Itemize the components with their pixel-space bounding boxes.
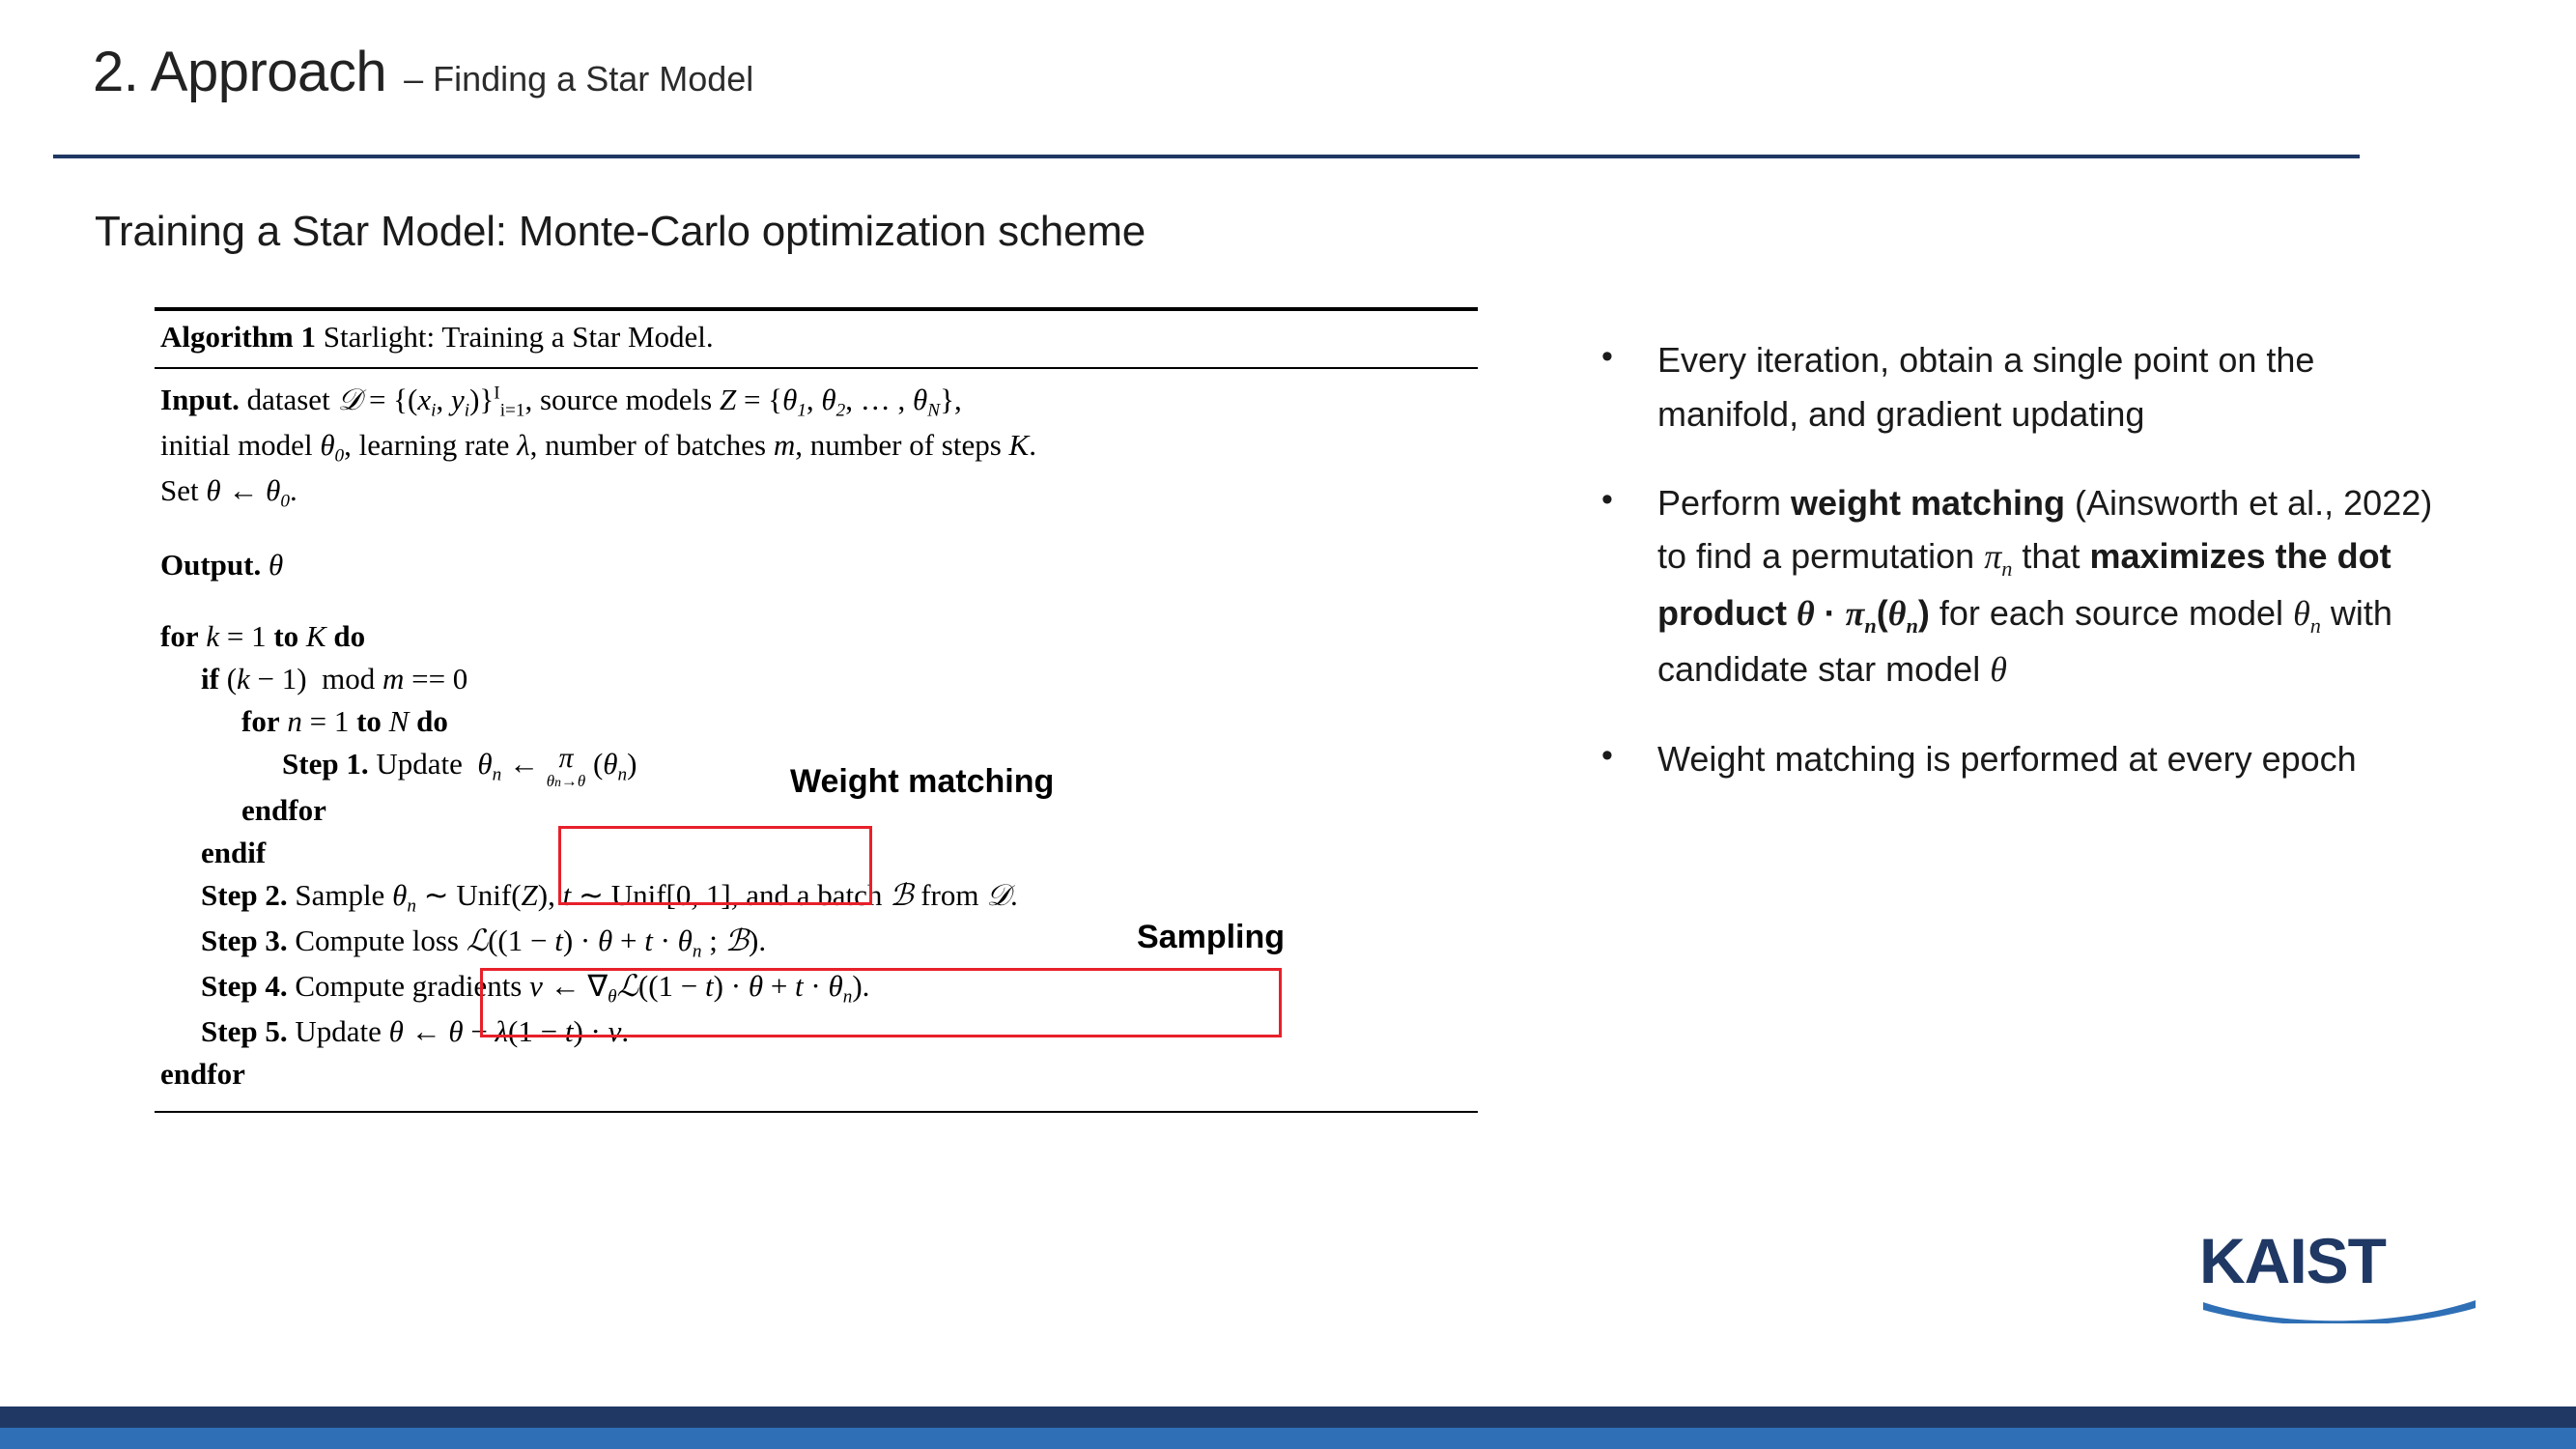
list-item: [1594, 732, 2444, 786]
bullet-segment: that: [2012, 536, 2090, 577]
algorithm-title: [155, 311, 1478, 361]
bullet-segment: Perform: [1657, 482, 1792, 523]
bullet-text: [1657, 333, 2444, 441]
bullet-segment-symbol: $\pi_n$: [1984, 537, 2013, 582]
algorithm-line-endfor-outer: endfor: [160, 1057, 245, 1092]
bullet-segment: (Ainsworth et al., 2022) to find a permutation: [1657, 482, 2433, 577]
kaist-logo: [2199, 1225, 2479, 1335]
algorithm-line-if: if (k − 1) mod m == 0: [201, 661, 468, 696]
bullet-marker: •: [1601, 480, 1613, 518]
algorithm-body: [155, 369, 1478, 1096]
bullet-segment: Weight matching is performed at every epoch: [1657, 738, 2357, 779]
algorithm-input-text: dataset 𝒟 = {($x_i$, $y_i)\}^I_{i=1}$, source models $Z = \{\theta_1$, $\theta_2$, … , $\theta_N$},: [246, 382, 962, 421]
bullet-segment: Every iteration, obtain a single point on the manifold, and gradient updating: [1657, 340, 2315, 434]
algorithm-input-label: Input.: [160, 382, 240, 416]
algorithm-line-for-k: for k = 1 to K do: [160, 618, 366, 653]
algorithm-output-block: [160, 544, 1478, 586]
bullet-list: [1594, 333, 2444, 821]
bullet-segment: for each source model: [1929, 592, 2294, 633]
algorithm-line-step3: Step 3. Compute loss ℒ((1 − $t) \cdot \theta + t \cdot \theta_n$ ; ℬ).: [201, 923, 767, 963]
algorithm-figure: [155, 307, 1478, 1113]
algorithm-line-step2: Step 2. Sample $\theta_n$ ∼ Unif(Z), t ∼ Unif[0, 1], and a batch ℬ from 𝒟.: [201, 878, 1018, 918]
page-title: 2. Approach: [93, 41, 387, 103]
annotation-label-weight-matching: Weight matching: [790, 763, 1055, 800]
bullet-marker: •: [1601, 338, 1613, 375]
algorithm-spacer-2: [160, 586, 1478, 615]
section-heading: Training a Star Model: Monte-Carlo optimization scheme: [95, 208, 1146, 255]
algorithm-spacer-1: [160, 515, 1478, 544]
footer-bar-blue: [0, 1428, 2576, 1449]
list-item: [1594, 333, 2444, 441]
slide-header: [0, 0, 2576, 164]
algorithm-line-step1: Step 1. Update $\theta_n$ ← π θn→θ $(\theta_n)$: [282, 742, 637, 791]
list-item: [1594, 476, 2444, 697]
bullet-segment-bold: weight matching: [1791, 482, 2066, 523]
algorithm-line-for-n: for n = 1 to N do: [241, 703, 448, 738]
algorithm-line-endfor-inner: endfor: [241, 793, 326, 828]
algorithm-output-label: Output.: [160, 547, 262, 582]
bullet-marker: •: [1601, 736, 1613, 774]
bullet-text: [1657, 476, 2444, 697]
annotation-label-sampling: Sampling: [1137, 919, 1286, 955]
kaist-wordmark: KAIST: [2199, 1225, 2386, 1296]
algorithm-title-label: Algorithm 1: [160, 320, 317, 354]
bullet-segment: with candidate star model: [1657, 592, 2392, 690]
algorithm-input-line2: initial model $\theta_0$, learning rate λ, number of batches m, number of steps K.: [160, 427, 1036, 467]
algorithm-line-step4: Step 4. Compute gradients v ← $\nabla_\theta ℒ((1 - t) \cdot \theta + t \cdot \theta_n)$.: [201, 969, 870, 1009]
algorithm-rule-bottom: [155, 1111, 1478, 1113]
header-divider: [53, 155, 2360, 158]
algorithm-input-block: [160, 379, 1478, 424]
algorithm-input-line3: Set θ ← $\theta_0$.: [160, 472, 297, 512]
bullet-segment-symbol: θ: [1990, 650, 2007, 690]
bullet-segment-bold: maximizes the dot product $\theta \cdot \pi_n(\theta_n)$: [1657, 536, 2392, 638]
header-title-row: [93, 41, 754, 103]
algorithm-line-endif: endif: [201, 836, 267, 870]
algorithm-title-text: Starlight: Training a Star Model.: [323, 320, 714, 354]
algorithm-line-step5: Step 5. Update θ ← θ − λ(1 − t) · v.: [201, 1014, 630, 1049]
bullet-text: [1657, 732, 2357, 786]
algorithm-output-value: θ: [268, 547, 284, 582]
bullet-segment-symbol: $\theta_n$: [2293, 593, 2321, 638]
page-subtitle: – Finding a Star Model: [404, 59, 754, 99]
footer-bar-navy: [0, 1406, 2576, 1428]
kaist-swoosh-icon: [2203, 1298, 2476, 1323]
